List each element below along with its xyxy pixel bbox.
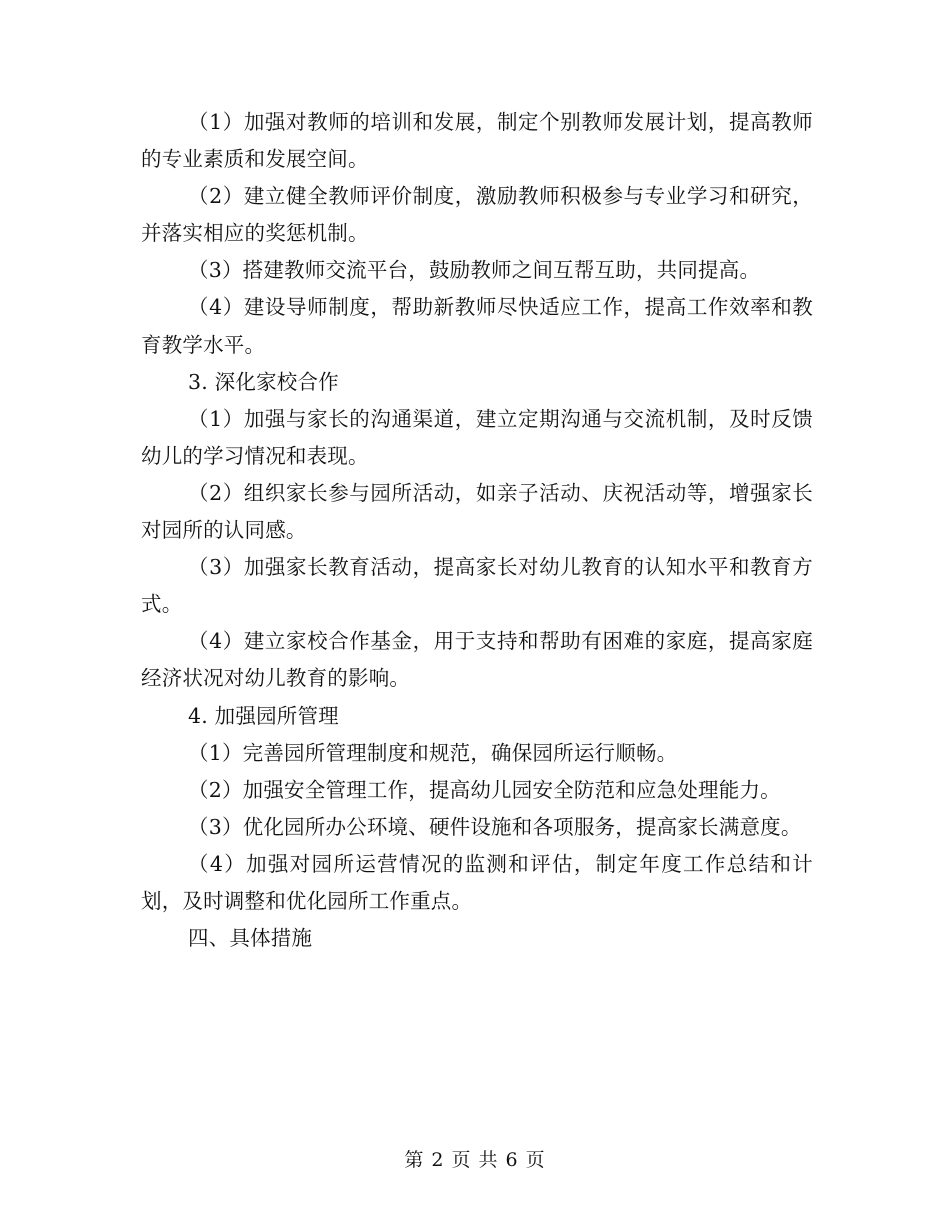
section-heading-home-school: 3. 深化家校合作 [188,369,339,394]
paragraph-teacher-training: （1）加强对教师的培训和发展，制定个别教师发展计划，提高教师的专业素质和发展空间。 [141,110,813,172]
paragraph-monitoring-evaluation: （4）加强对园所运营情况的监测和评估，制定年度工作总结和计划，及时调整和优化园所工作重点。 [141,851,813,913]
paragraph-parent-activities: （2）组织家长参与园所活动，如亲子活动、庆祝活动等，增强家长对园所的认同感。 [141,480,813,543]
document-body [141,104,813,957]
page-number-footer: 第 2 页 共 6 页 [404,1149,546,1171]
paragraph-safety-management: （2）加强安全管理工作，提高幼儿园安全防范和应急处理能力。 [188,777,781,802]
paragraph-parent-education: （3）加强家长教育活动，提高家长对幼儿教育的认知水平和教育方式。 [141,555,813,617]
section-heading-measures: 四、具体措施 [188,926,313,951]
paragraph-management-rules: （1）完善园所管理制度和规范，确保园所运行顺畅。 [188,740,678,765]
paragraph-mentor-system: （4）建设导师制度，帮助新教师尽快适应工作，提高工作效率和教育教学水平。 [141,295,813,357]
paragraph-cooperation-fund: （4）建立家校合作基金，用于支持和帮助有困难的家庭，提高家庭经济状况对幼儿教育的影响。 [141,629,813,691]
paragraph-teacher-exchange: （3）搭建教师交流平台，鼓励教师之间互帮互助，共同提高。 [188,258,761,283]
paragraph-environment-services: （3）优化园所办公环境、硬件设施和各项服务，提高家长满意度。 [188,814,802,839]
paragraph-parent-communication: （1）加强与家长的沟通渠道，建立定期沟通与交流机制，及时反馈幼儿的学习情况和表现。 [141,406,813,468]
section-heading-management: 4. 加强园所管理 [188,703,339,728]
paragraph-teacher-evaluation: （2）建立健全教师评价制度，激励教师积极参与专业学习和研究，并落实相应的奖惩机制。 [141,184,813,246]
